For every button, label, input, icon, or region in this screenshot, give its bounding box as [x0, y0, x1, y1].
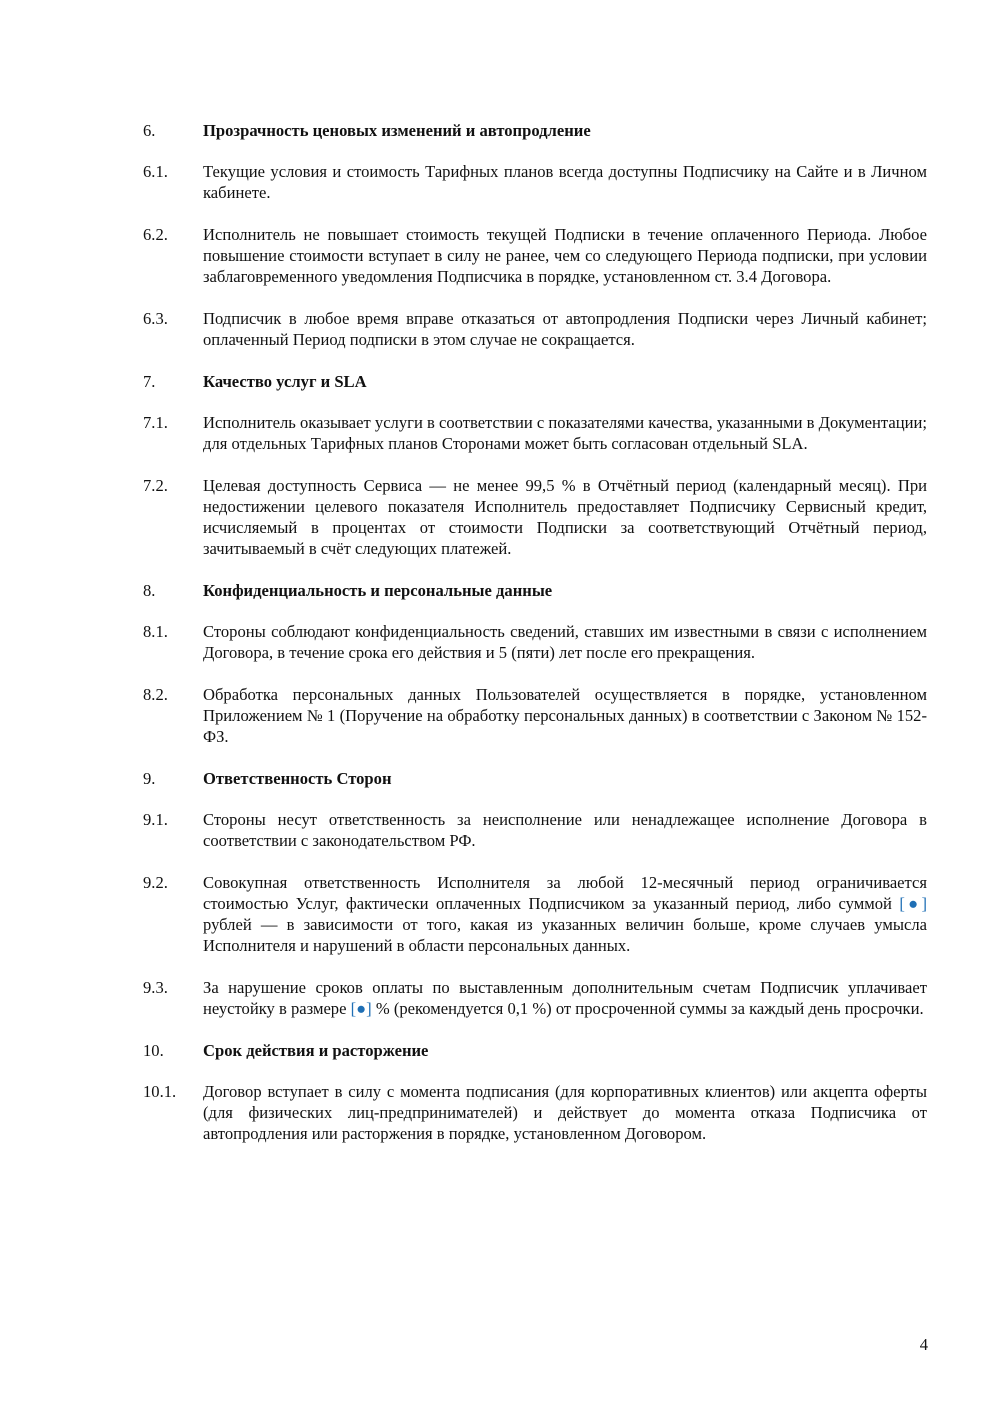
section-number: 6.: [143, 121, 156, 140]
clause: [143, 621, 927, 663]
clause-number: 8.2.: [143, 685, 168, 704]
clause-number: 6.3.: [143, 309, 168, 328]
section-number: 10.: [143, 1041, 164, 1060]
clause: [143, 872, 927, 956]
clause-text: Договор вступает в силу с момента подписания (для корпоративных клиентов) или акцепта оферты (для физических лиц-предпринимателей) и действует до момента отказа Подписчика от автопродления или расторжения в порядке, установленном Договором.: [203, 1082, 927, 1143]
clause-text: Исполнитель не повышает стоимость текущей Подписки в течение оплаченного Периода. Любое повышение стоимости вступает в силу не ранее, чем со следующего Периода подписки, при условии заблаговременного уведомления Подписчика в порядке, установленном ст. 3.4 Договора.: [203, 225, 927, 286]
clause: [143, 308, 927, 350]
clause-number: 6.1.: [143, 162, 168, 181]
clause-number: 9.3.: [143, 978, 168, 997]
clause-number: 6.2.: [143, 225, 168, 244]
clause-text: За нарушение сроков оплаты по выставленным дополнительным счетам Подписчик уплачивает неустойку в размере [●] % (рекомендуется 0,1 %) от просроченной суммы за каждый день просрочки.: [203, 978, 927, 1018]
clause: [143, 161, 927, 203]
clause: [143, 809, 927, 851]
clause: [143, 684, 927, 747]
section-title: Ответственность Сторон: [203, 769, 392, 788]
section-title: Прозрачность ценовых изменений и автопродление: [203, 121, 591, 140]
section-number: 8.: [143, 581, 156, 600]
clause-text: Стороны несут ответственность за неисполнение или ненадлежащее исполнение Договора в соответствии с законодательством РФ.: [203, 810, 927, 850]
section-heading: [143, 371, 927, 392]
clause: [143, 475, 927, 559]
clause-text: Исполнитель оказывает услуги в соответствии с показателями качества, указанными в Документации; для отдельных Тарифных планов Сторонами может быть согласован отдельный SLA.: [203, 413, 927, 453]
clause: [143, 224, 927, 287]
section-title: Конфиденциальность и персональные данные: [203, 581, 553, 600]
section-heading: [143, 120, 927, 141]
clause: [143, 412, 927, 454]
placeholder-marker: [●]: [350, 999, 372, 1018]
clause-text: Совокупная ответственность Исполнителя за любой 12-месячный период ограничивается стоимостью Услуг, фактически оплаченных Подписчиком за указанный период, либо суммой [●] рублей — в зависимости от того, какая из указанных величин больше, кроме случаев умысла Исполнителя и нарушений в области персональных данных.: [203, 873, 927, 955]
clause-number: 9.2.: [143, 873, 168, 892]
section-title: Срок действия и расторжение: [203, 1041, 429, 1060]
clause-text: Стороны соблюдают конфиденциальность сведений, ставших им известными в связи с исполнением Договора, в течение срока его действия и 5 (пяти) лет после его прекращения.: [203, 622, 927, 662]
clause-number: 9.1.: [143, 810, 168, 829]
section-heading: [143, 768, 927, 789]
section-number: 7.: [143, 372, 156, 391]
section-heading: [143, 1040, 927, 1061]
clause-number: 7.2.: [143, 476, 168, 495]
page-number: 4: [919, 1335, 928, 1354]
clause-text: Текущие условия и стоимость Тарифных планов всегда доступны Подписчику на Сайте и в Личном кабинете.: [203, 162, 927, 202]
clause-number: 10.1.: [143, 1082, 177, 1101]
clause: [143, 977, 927, 1019]
section-heading: [143, 580, 927, 601]
section-title: Качество услуг и SLA: [203, 372, 367, 391]
clause-number: 8.1.: [143, 622, 168, 641]
placeholder-marker: [●]: [899, 894, 927, 913]
clause: [143, 1081, 927, 1144]
clause-number: 7.1.: [143, 413, 168, 432]
clause-text: Целевая доступность Сервиса — не менее 99,5 % в Отчётный период (календарный месяц). При недостижении целевого показателя Исполнитель предоставляет Подписчику Сервисный кредит, исчисляемый в процентах от стоимости Подписки за соответствующий Отчётный период, зачитываемый в счёт следующих платежей.: [203, 476, 927, 558]
clause-text: Подписчик в любое время вправе отказаться от автопродления Подписки через Личный кабинет; оплаченный Период подписки в этом случае не сокращается.: [203, 309, 927, 349]
document-body: [143, 120, 927, 1165]
section-number: 9.: [143, 769, 156, 788]
clause-text: Обработка персональных данных Пользователей осуществляется в порядке, установленном Приложением № 1 (Поручение на обработку персональных данных) в соответствии с Законом № 152-ФЗ.: [203, 685, 927, 746]
